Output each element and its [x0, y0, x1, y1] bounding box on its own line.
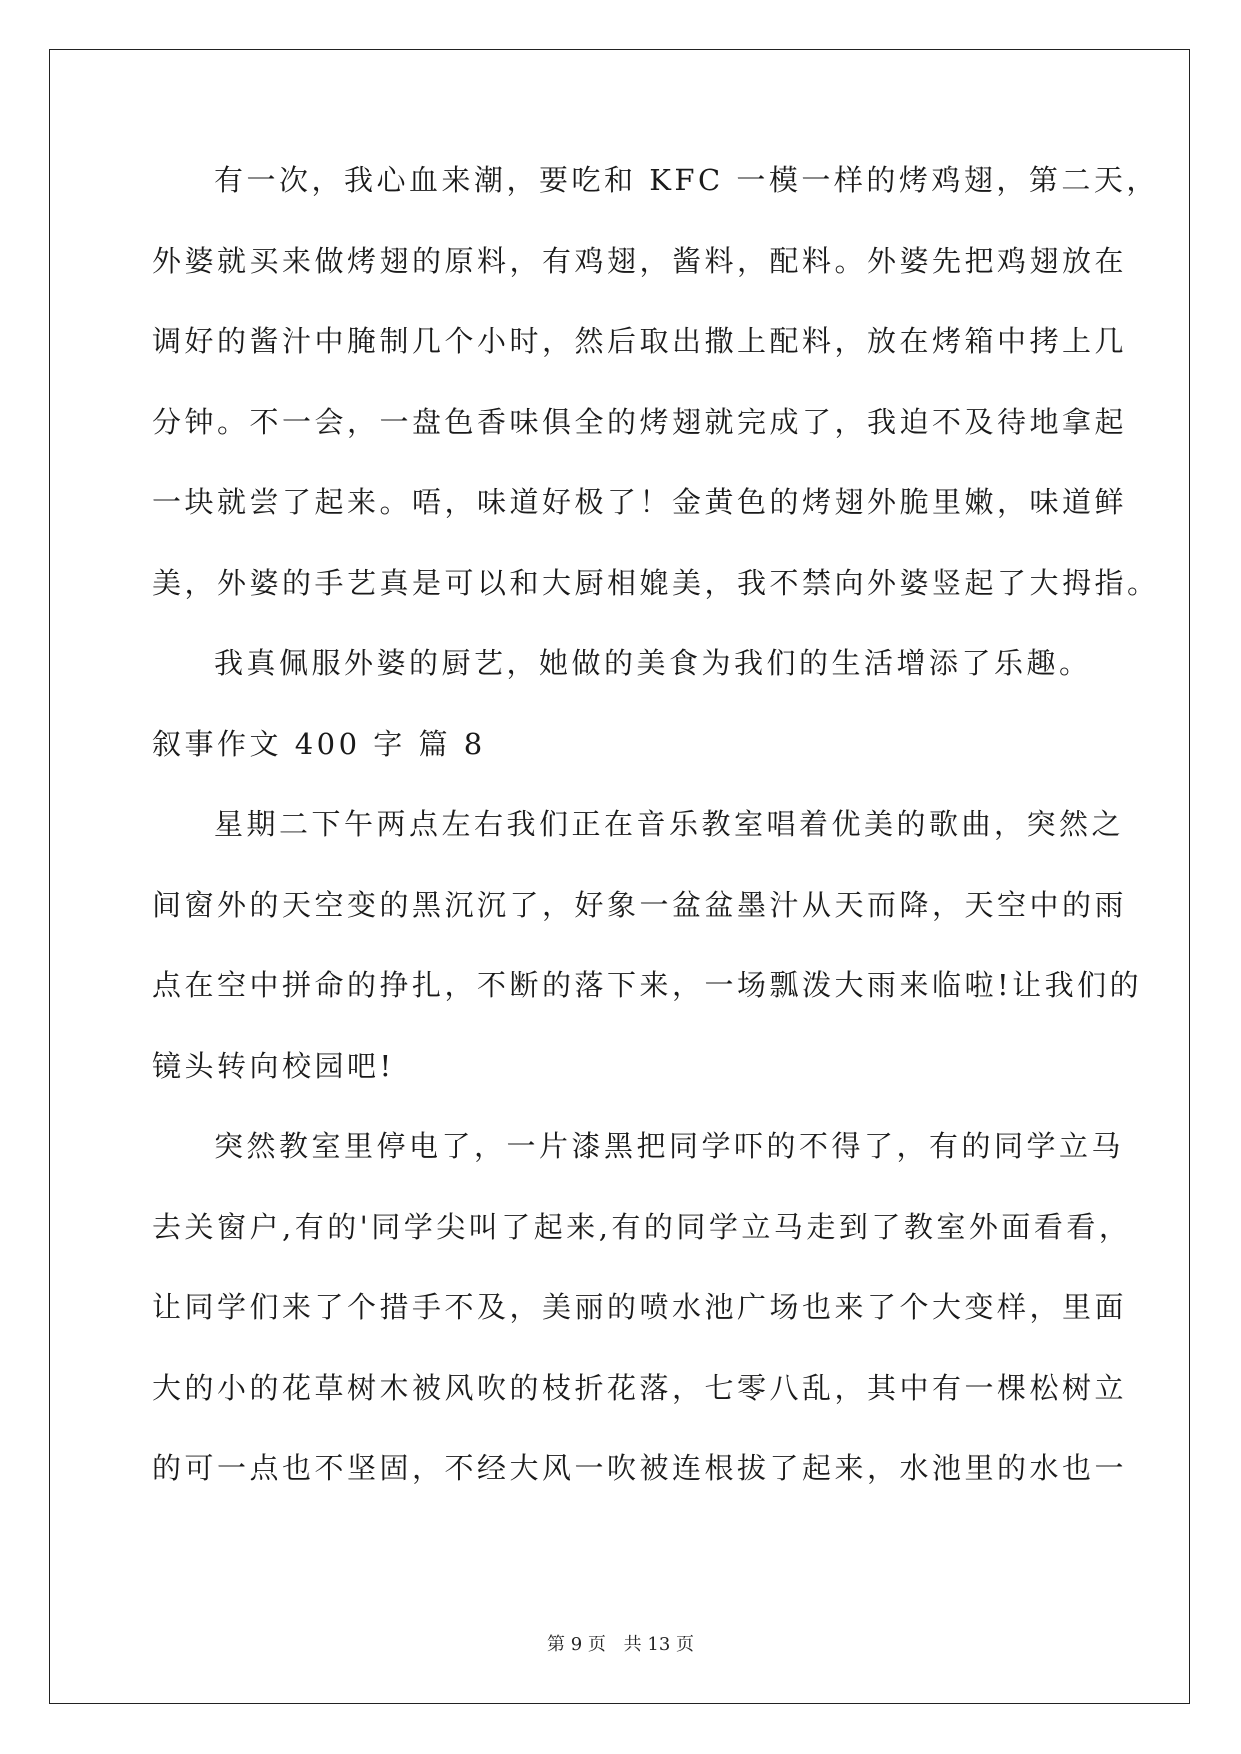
paragraph-line: 间窗外的天空变的黑沉沉了，好象一盆盆墨汁从天而降，天空中的雨 — [152, 887, 1128, 922]
page-footer — [0, 1630, 1241, 1656]
paragraph-line: 调好的酱汁中腌制几个小时，然后取出撒上配料，放在烤箱中拷上几 — [152, 324, 1128, 358]
paragraph-line: 突然教室里停电了，一片漆黑把同学吓的不得了，有的同学立马 — [214, 1129, 1125, 1163]
page-number: 第 9 页 — [547, 1634, 606, 1655]
paragraph-line: 外婆就买来做烤翅的原料，有鸡翅，酱料，配料。外婆先把鸡翅放在 — [152, 243, 1128, 278]
paragraph-line: 美，外婆的手艺真是可以和大厨相媲美，我不禁向外婆竖起了大拇指。 — [152, 565, 1160, 600]
document-body — [152, 160, 1160, 1529]
paragraph-line: 我真佩服外婆的厨艺，她做的美食为我们的生活增添了乐趣。 — [214, 646, 1092, 680]
paragraph-line: 一块就尝了起来。唔，味道好极了！金黄色的烤翅外脆里嫩，味道鲜 — [152, 485, 1128, 519]
section-heading: 叙事作文 400 字 篇 8 — [152, 726, 486, 761]
paragraph-line: 去关窗户,有的'同学尖叫了起来,有的同学立马走到了教室外面看看， — [152, 1209, 1132, 1244]
paragraph-line: 大的小的花草树木被风吹的枝折花落，七零八乱，其中有一棵松树立 — [152, 1370, 1128, 1405]
paragraph-line: 星期二下午两点左右我们正在音乐教室唱着优美的歌曲，突然之 — [214, 807, 1125, 841]
paragraph-line: 点在空中拼命的挣扎，不断的落下来，一场瓢泼大雨来临啦!让我们的 — [152, 968, 1143, 1002]
paragraph-line: 镜头转向校园吧! — [152, 1048, 395, 1083]
paragraph-line: 让同学们来了个措手不及，美丽的喷水池广场也来了个大变样，里面 — [152, 1290, 1128, 1324]
paragraph-line: 的可一点也不坚固，不经大风一吹被连根拔了起来，水池里的水也一 — [152, 1451, 1128, 1485]
paragraph-line: 有一次，我心血来潮，要吃和 KFC 一模一样的烤鸡翅，第二天， — [214, 163, 1159, 197]
page-total: 共 13 页 — [623, 1634, 694, 1655]
paragraph-line: 分钟。不一会，一盘色香味俱全的烤翅就完成了，我迫不及待地拿起 — [152, 404, 1128, 439]
